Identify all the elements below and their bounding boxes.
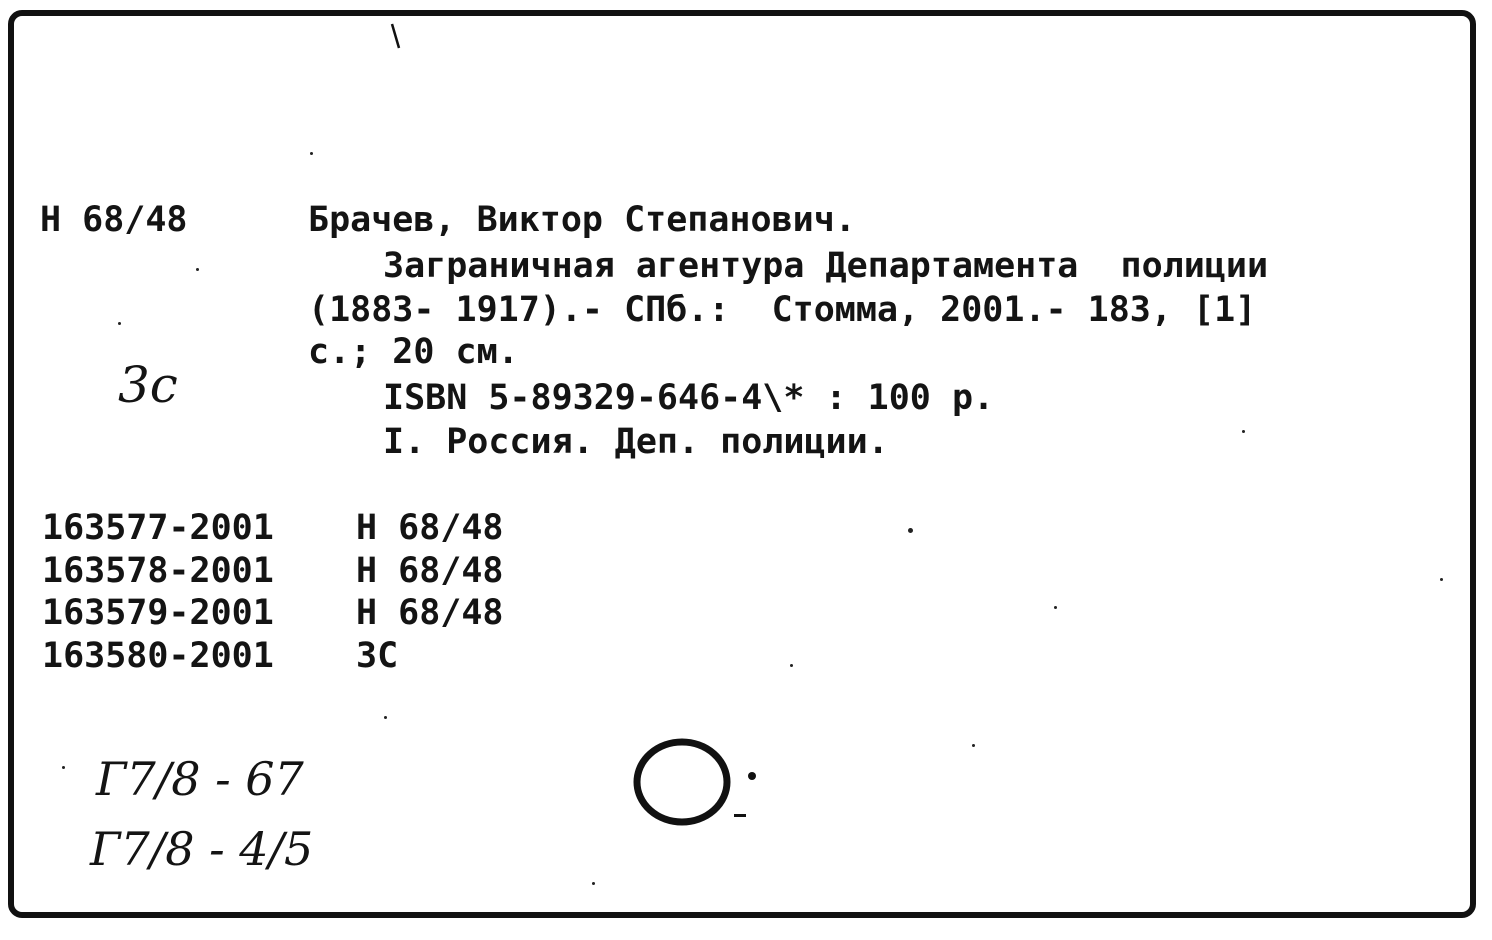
speck: [1054, 606, 1057, 609]
title-line-3: с.; 20 см.: [308, 332, 519, 372]
isbn-line: ISBN 5-89329-646-4\* : 100 р.: [383, 378, 995, 418]
holding-location: Н 68/48: [356, 551, 504, 591]
handwritten-location: 3с: [118, 356, 178, 414]
handwritten-code-1: Г7/8 - 67: [96, 752, 304, 806]
subject-line: I. Россия. Деп. полиции.: [383, 422, 889, 462]
speck: [196, 268, 199, 271]
holding-location: Н 68/48: [356, 508, 504, 548]
holding-number: 163580-2001: [42, 636, 274, 676]
speck: [1242, 430, 1245, 433]
speck: [118, 322, 121, 325]
author-heading: Брачев, Виктор Степанович.: [308, 200, 856, 240]
speck: [310, 152, 313, 155]
handwritten-code-2: Г7/8 - 4/5: [90, 822, 314, 876]
holding-number: 163577-2001: [42, 508, 274, 548]
title-line-2: (1883- 1917).- СПб.: Стомма, 2001.- 183, [1]: [308, 290, 1257, 330]
speck: [384, 716, 387, 719]
punch-hole-mark: [630, 730, 770, 840]
speck: [62, 766, 65, 769]
title-line-1: Заграничная агентура Департамента полиции: [383, 246, 1269, 286]
holding-location: Н 68/48: [356, 593, 504, 633]
call-number: Н 68/48: [40, 200, 188, 240]
speck: [1440, 578, 1443, 581]
speck: [972, 744, 975, 747]
speck: [790, 664, 793, 667]
holding-number: 163578-2001: [42, 551, 274, 591]
holding-number: 163579-2001: [42, 593, 274, 633]
speck: [908, 528, 913, 533]
stray-mark: [388, 22, 408, 52]
holding-location: ЗС: [356, 636, 399, 676]
speck: [592, 882, 595, 885]
